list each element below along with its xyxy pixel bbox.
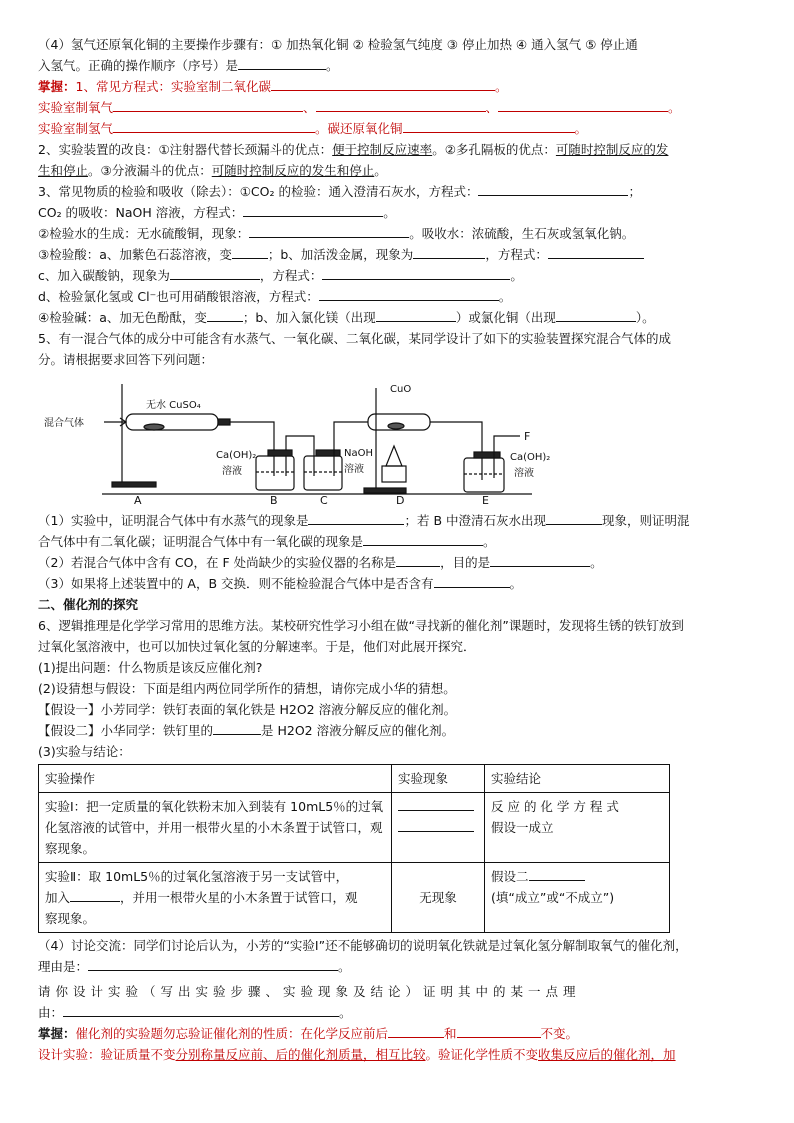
q6-h2: 【假设二】小华同学：铁钉里的 是 H2O2 溶液分解反应的催化剂。: [38, 720, 762, 741]
table-cell-operation: 实验Ⅰ：把一定质量的氧化铁粉末加入到装有 10mL5％的过氧化氢溶液的试管中，并用一根带火星的小木条置于试管口，观察现象。: [39, 793, 392, 863]
label-e: E: [482, 494, 489, 507]
table-cell-conclusion: 假设二 (填“成立”或“不成立”): [485, 863, 670, 933]
answer-blank[interactable]: [529, 866, 585, 881]
key2-line2: 设计实验：验证质量不变分别称量反应前、后的催化剂质量，相互比较。验证化学性质不变收集反应后的催化剂，加: [38, 1047, 676, 1062]
answer-blank[interactable]: [363, 531, 483, 546]
q3-line1: 3、常见物质的检验和吸收（除去）：①CO₂ 的检验：通入澄清石灰水，方程式： ；: [38, 181, 762, 202]
answer-blank[interactable]: [322, 265, 510, 280]
q5-line2: 分。请根据要求回答下列问题：: [38, 352, 214, 367]
label-b: B: [270, 494, 278, 507]
answer-blank[interactable]: [213, 720, 261, 735]
q5-line1: 5、有一混合气体的成分中可能含有水蒸气、一氧化碳、二氧化碳，某同学设计了如下的实验装置探究混合气体的成: [38, 331, 671, 346]
q6-line2: 过氧化氢溶液中，也可以加快过氧化氢的分解速率。于是，他们对此展开探究．: [38, 639, 476, 654]
label-c: C: [320, 494, 328, 507]
answer-blank[interactable]: [232, 244, 268, 259]
bottle-c-reagent: NaOH: [344, 448, 373, 459]
answer-blank[interactable]: [271, 76, 495, 91]
worksheet-page: [38, 34, 762, 1065]
q3-line4: ③检验酸：a、加紫色石蕊溶液，变 ；b、加活泼金属，现象为 ，方程式：: [38, 244, 762, 265]
section-title: 二、催化剂的探究: [38, 597, 139, 612]
table-row: [39, 863, 670, 933]
answer-blank[interactable]: [478, 181, 628, 196]
q6-p1: (1)提出问题：什么物质是该反应催化剂?: [38, 660, 263, 675]
outlet-f-label: F: [524, 430, 531, 443]
answer-blank[interactable]: [308, 510, 404, 525]
answer-blank[interactable]: [70, 887, 120, 902]
answer-blank[interactable]: [457, 1023, 541, 1038]
q5-sub2: （2）若混合气体中含有 CO，在 F 处尚缺少的实验仪器的名称是 ，目的是 。: [38, 552, 762, 573]
q3-line5: c、加入碳酸钠，现象为 ，方程式： 。: [38, 265, 762, 286]
q3-line2: CO₂ 的吸收：NaOH 溶液，方程式： 。: [38, 202, 762, 223]
cuo-label: CuO: [390, 384, 412, 395]
answer-blank[interactable]: [556, 307, 636, 322]
bottle-e-reagent2: 溶液: [514, 468, 534, 479]
answer-blank[interactable]: [398, 817, 474, 832]
answer-blank[interactable]: [238, 55, 326, 70]
table-cell-operation: 实验Ⅱ：取 10mL5％的过氧化氢溶液于另一支试管中， 加入 ，并用一根带火星的小木条置于试管口，观 察现象。: [39, 863, 392, 933]
q6-line1: 6、逻辑推理是化学学习常用的思维方法。某校研究性学习小组在做“寻找新的催化剂”课题时，发现将生锈的铁钉放到: [38, 618, 684, 633]
label-a: A: [134, 494, 142, 507]
answer-blank[interactable]: [396, 552, 440, 567]
q5-sub1: （1）实验中，证明混合气体中有水蒸气的现象是 ；若 B 中澄清石灰水出现 现象，则证明混: [38, 510, 762, 531]
answer-blank[interactable]: [113, 118, 315, 133]
key1-line1: 掌握：1、常见方程式：实验室制二氧化碳 。: [38, 76, 762, 97]
answer-blank[interactable]: [243, 202, 383, 217]
key1-line2: 实验室制氧气 、 、 。: [38, 97, 762, 118]
answer-blank[interactable]: [413, 244, 485, 259]
answer-blank[interactable]: [546, 510, 602, 525]
q2-line1: 2、实验装置的改良：①注射器代替长颈漏斗的优点：便于控制反应速率。②多孔隔板的优点：可随时控制反应的发: [38, 142, 669, 157]
answer-blank[interactable]: [170, 265, 260, 280]
answer-blank[interactable]: [434, 573, 510, 588]
key2-line1: 掌握：催化剂的实验题勿忘验证催化剂的性质：在化学反应前后 和 不变。: [38, 1023, 762, 1044]
table-cell-observation: 无现象: [392, 863, 485, 933]
table-header: 实验结论: [485, 765, 670, 793]
q6-p4: （4）讨论交流：同学们讨论后认为，小芳的“实验Ⅰ”还不能够确切的说明氧化铁就是过氧化氢分解制取氧气的催化剂，: [38, 938, 688, 953]
q6-p5: 请你设计实验（写出实验步骤、实验现象及结论）证明其中的某一点理: [38, 984, 581, 999]
answer-blank[interactable]: [316, 97, 486, 112]
bottle-b-reagent: Ca(OH)₂: [216, 450, 257, 461]
table-header: 实验现象: [392, 765, 485, 793]
table-row: [39, 793, 670, 863]
answer-blank[interactable]: [113, 97, 303, 112]
q3-line6: d、检验氯化氢或 Cl⁻也可用硝酸银溶液，方程式： 。: [38, 286, 762, 307]
answer-blank[interactable]: [319, 286, 499, 301]
apparatus-drawing: [42, 376, 562, 506]
key1-line3: 实验室制氢气 。碳还原氧化铜 。: [38, 118, 762, 139]
q3-line7: ④检验碱：a、加无色酚酞，变 ；b、加入氯化镁（出现 ）或氯化铜（出现 ）。: [38, 307, 762, 328]
answer-blank[interactable]: [548, 244, 644, 259]
q5-sub1b: 合气体中有二氧化碳；证明混合气体中有一氧化碳的现象是 。: [38, 531, 762, 552]
answer-blank[interactable]: [498, 97, 668, 112]
q4-line1: （4）氢气还原氧化铜的主要操作步骤有：① 加热氧化铜 ② 检验氢气纯度 ③ 停止加热 ④ 通入氢气 ⑤ 停止通: [38, 37, 638, 52]
answer-blank[interactable]: [249, 223, 409, 238]
q6-h1: 【假设一】小芳同学：铁钉表面的氧化铁是 H2O2 溶液分解反应的催化剂。: [38, 702, 457, 717]
gas-inlet-label: 混合气体: [44, 418, 84, 429]
cuso4-label: 无水 CuSO₄: [146, 400, 201, 411]
experiment-table: [38, 764, 670, 933]
answer-blank[interactable]: [207, 307, 243, 322]
q2-line2: 生和停止。③分液漏斗的优点：可随时控制反应的发生和停止。: [38, 163, 387, 178]
answer-blank[interactable]: [88, 956, 338, 971]
bottle-c-reagent2: 溶液: [344, 464, 364, 475]
table-header-row: [39, 765, 670, 793]
q6-p5b: 由： 。: [38, 1002, 762, 1023]
apparatus-diagram: [38, 376, 762, 506]
table-header: 实验操作: [39, 765, 392, 793]
bottle-b-reagent2: 溶液: [222, 466, 242, 477]
q3-line3: ②检验水的生成：无水硫酸铜，现象： 。吸收水：浓硫酸，生石灰或氢氧化钠。: [38, 223, 762, 244]
bottle-e-reagent: Ca(OH)₂: [510, 452, 551, 463]
q6-p3: (3)实验与结论：: [38, 744, 131, 759]
table-cell-conclusion: 反 应 的 化 学 方 程 式 假设一成立: [485, 793, 670, 863]
q6-p2: (2)设猜想与假设：下面是组内两位同学所作的猜想，请你完成小华的猜想。: [38, 681, 456, 696]
q5-sub3: （3）如果将上述装置中的 A，B 交换．则不能检验混合气体中是否含有 。: [38, 573, 762, 594]
q4-line2: 入氢气。正确的操作顺序（序号）是 。: [38, 55, 762, 76]
answer-blank[interactable]: [388, 1023, 444, 1038]
q6-p4b: 理由是： 。: [38, 956, 762, 977]
answer-blank[interactable]: [490, 552, 590, 567]
label-d: D: [396, 494, 405, 507]
answer-blank[interactable]: [63, 1002, 339, 1017]
answer-blank[interactable]: [403, 118, 575, 133]
answer-blank[interactable]: [376, 307, 456, 322]
answer-blank[interactable]: [398, 796, 474, 811]
table-cell-observation: [392, 793, 485, 863]
